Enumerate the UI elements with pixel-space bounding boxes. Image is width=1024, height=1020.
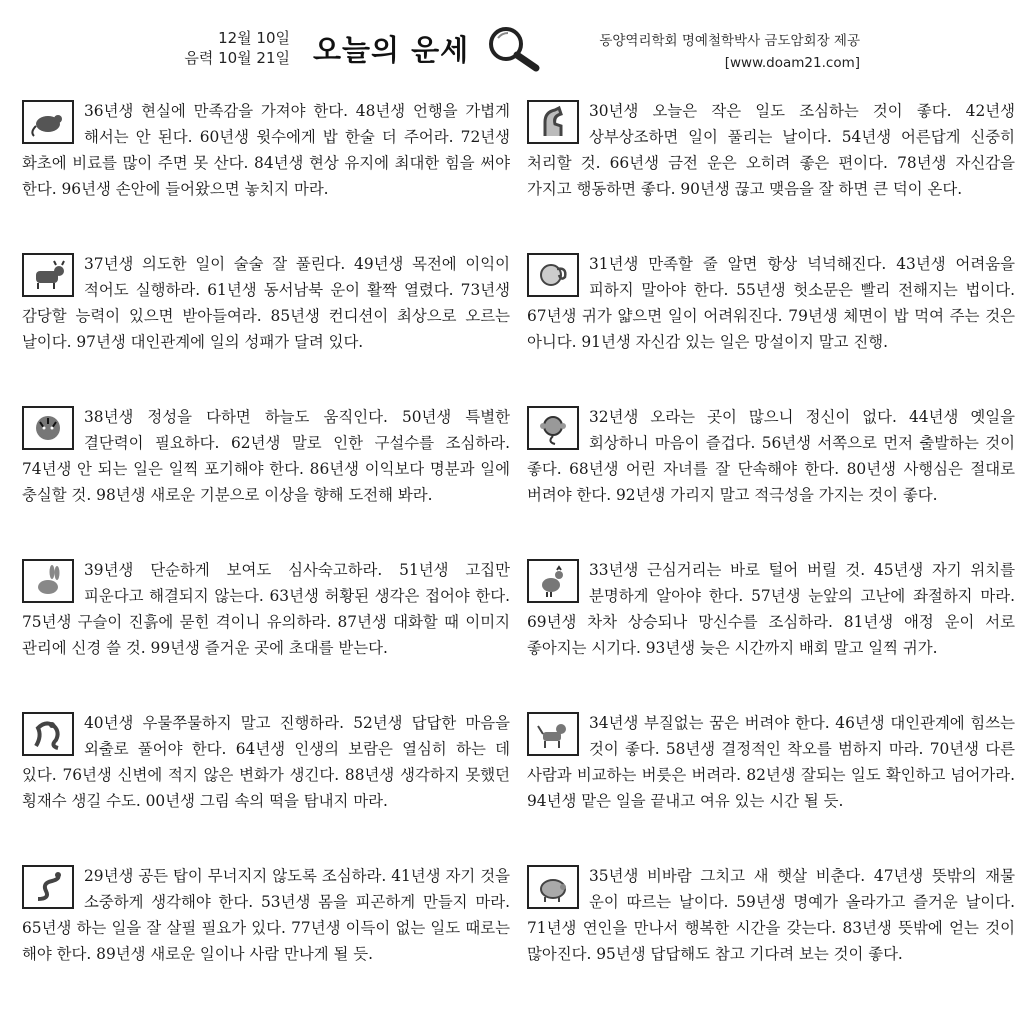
fortune-entry-sheep [527,251,1015,404]
fortune-text: 31년생 만족할 줄 알면 항상 넉넉해진다. 43년생 어려움을 피하지 말아야 한다. 55년생 헛소문은 빨리 전해지는 법이다. 67년생 귀가 얇으면 일이 어려워진다. 79년생 체면이 밥 먹여 주는 것은 아니다. 91년생 자신감 있는 일은 망설이지 말고 진행. [527,255,1015,351]
fortune-entry-pig [527,863,1015,1016]
fortune-entry-dog [527,710,1015,863]
fortune-text: 32년생 오라는 곳이 많으니 정신이 없다. 44년생 옛일을 회상하니 마음이 즐겁다. 56년생 서쪽으로 먼저 출발하는 것이 좋다. 68년생 어린 자녀를 잘 단속해야 한다. 80년생 사행심은 절대로 버려야 한다. 92년생 가리지 말고 적극성을 가지는 것이 좋다. [527,408,1015,504]
fortune-text: 30년생 오늘은 작은 일도 조심하는 것이 좋다. 42년생 상부상조하면 일이 풀리는 날이다. 54년생 어른답게 신중히 처리할 것. 66년생 금전 운은 오히려 좋은 편이다. 78년생 자신감을 가지고 행동하면 좋다. 90년생 끊고 맺음을 잘 하면 큰 덕이 온다. [527,102,1015,198]
fortune-entry-tiger [22,404,510,557]
page-title: 오늘의 운세 [313,33,470,67]
fortune-entry-horse [527,98,1015,251]
rat-icon [22,100,74,144]
fortune-entry-rooster [527,557,1015,710]
fortune-entry-ox [22,251,510,404]
fortune-entry-rat [22,98,510,251]
horse-icon [527,100,579,144]
ox-icon [22,253,74,297]
fortune-entry-snake [22,863,510,1016]
tiger-icon [22,406,74,450]
fortune-text: 38년생 정성을 다하면 하늘도 움직인다. 50년생 특별한 결단력이 필요하다. 62년생 말로 인한 구설수를 조심하라. 74년생 안 되는 일은 일찍 포기해야 한다. 86년생 이익보다 명분과 일에 충실할 것. 98년생 새로운 기분으로 이상을 향해 도전해 봐라. [22,408,510,504]
fortune-text: 34년생 부질없는 꿈은 버려야 한다. 46년생 대인관계에 힘쓰는 것이 좋다. 58년생 결정적인 착오를 범하지 마라. 70년생 다른 사람과 비교하는 버릇은 버려라. 82년생 잘되는 일도 확인하고 넘어가라. 94년생 맡은 일을 끝내고 여유 있는 시간 될 듯. [527,714,1015,810]
snake-icon [22,865,74,909]
fortune-entry-monkey [527,404,1015,557]
right-column [527,98,1015,1016]
fortune-text: 33년생 근심거리는 바로 털어 버릴 것. 45년생 자기 위치를 분명하게 알아야 한다. 57년생 눈앞의 고난에 좌절하지 마라. 69년생 차차 상승되나 망신수를 조심하라. 81년생 애정 운이 서로 좋아지는 시기다. 93년생 늦은 시간까지 배회 말고 일찍 귀가. [527,561,1015,657]
fortune-text: 37년생 의도한 일이 술술 잘 풀린다. 49년생 목전에 이익이 적어도 실행하라. 61년생 동서남북 운이 활짝 열렸다. 73년생 감당할 능력이 있으면 받아들여라. 85년생 컨디션이 최상으로 오르는 날이다. 97년생 대인관계에 일의 성패가 달려 있다. [22,255,510,351]
fortune-entry-rabbit [22,557,510,710]
fortune-entry-dragon [22,710,510,863]
rooster-icon [527,559,579,603]
credit-line: 동양역리학회 명예철학박사 금도암회장 제공 [599,33,860,49]
fortune-text: 36년생 현실에 만족감을 가져야 한다. 48년생 언행을 가볍게 해서는 안 된다. 60년생 윗수에게 밥 한술 더 주어라. 72년생 화초에 비료를 많이 주면 못 산다. 84년생 현상 유지에 최대한 힘을 써야 한다. 96년생 손안에 들어왔으면 놓치지 마라. [22,102,510,198]
dragon-icon [22,712,74,756]
credit-url: [www.doam21.com] [724,55,860,71]
pig-icon [527,865,579,909]
sheep-icon [527,253,579,297]
left-column [22,98,510,1016]
credit-block [548,30,860,74]
dog-icon [527,712,579,756]
fortune-text: 29년생 공든 탑이 무너지지 않도록 조심하라. 41년생 자기 것을 소중하게 생각해야 한다. 53년생 몸을 피곤하게 만들지 마라. 65년생 하는 일을 잘 살필 필요가 있다. 77년생 이득이 없는 일도 때로는 해야 한다. 89년생 새로운 일이나 사람 만나게 될 듯. [22,867,510,963]
monkey-icon [527,406,579,450]
lunar-date: 음력 10월 21일 [184,49,290,67]
magnifier-icon [484,24,544,72]
fortune-text: 35년생 비바람 그치고 새 햇살 비춘다. 47년생 뜻밖의 재물 운이 따르는 날이다. 59년생 명예가 올라가고 즐거운 날이다. 71년생 연인을 만나서 행복한 시간을 갖는다. 83년생 뜻밖에 얻는 것이 많아진다. 95년생 답답해도 참고 기다려 보는 것이 좋다. [527,867,1015,963]
fortune-text: 39년생 단순하게 보여도 심사숙고하라. 51년생 고집만 피운다고 해결되지 않는다. 63년생 허황된 생각은 접어야 한다. 75년생 구슬이 진흙에 묻힌 격이니 유의하라. 87년생 대화할 때 이미지 관리에 신경 쓸 것. 99년생 즐거운 곳에 초대를 받는다. [22,561,510,657]
date-block [150,28,290,68]
solar-date: 12월 10일 [218,29,290,47]
rabbit-icon [22,559,74,603]
page-header [0,0,1024,88]
fortune-text: 40년생 우물쭈물하지 말고 진행하라. 52년생 답답한 마음을 외출로 풀어야 한다. 64년생 인생의 보람은 열심히 하는 데 있다. 76년생 신변에 적지 않은 변화가 생긴다. 88년생 생각하지 못했던 횡재수 생길 수도. 00년생 그림 속의 떡을 탐내지 마라. [22,714,510,810]
